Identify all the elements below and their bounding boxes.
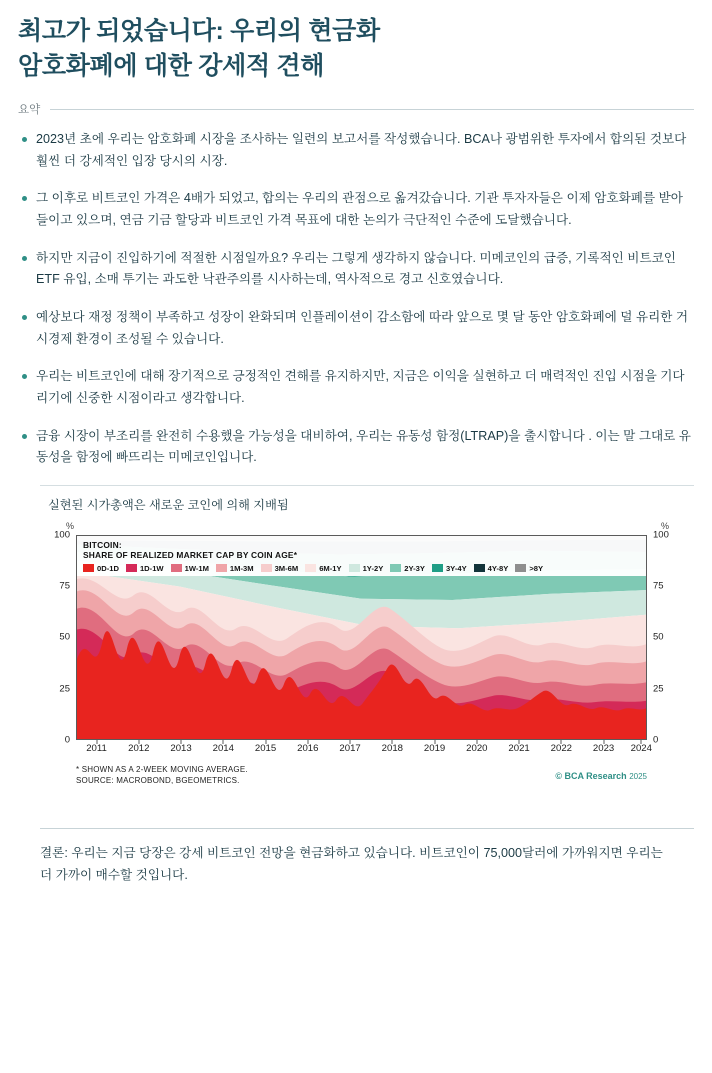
x-tick-label: 2011: [86, 742, 107, 754]
legend-entry: [349, 564, 384, 573]
conclusion-text: 결론: 우리는 지금 당장은 강세 비트코인 전망을 현금화하고 있습니다. 비트코인이 75,000달러에 가까워지면 우리는 더 가까이 매수할 것입니다.: [40, 845, 663, 882]
y-tick-label: 0: [64, 734, 70, 746]
x-tick-label: 2015: [254, 742, 277, 754]
x-tick-label: 2020: [466, 742, 488, 754]
y-tick-label: 75: [653, 580, 664, 592]
y-tick-label: 25: [653, 683, 664, 695]
chart-divider: [40, 485, 694, 486]
x-tick-label: 2013: [170, 742, 192, 754]
legend-swatch-icon: [349, 564, 360, 572]
y-axis-unit-right: %: [660, 520, 669, 531]
y-tick-label: 100: [54, 529, 70, 541]
y-axis-unit-left: %: [66, 520, 75, 531]
chart-legend: [77, 536, 646, 576]
legend-entry: [126, 564, 164, 573]
list-item: 우리는 비트코인에 대해 장기적으로 긍정적인 견해를 유지하지만, 지금은 이익을 실현하고 더 매력적인 진입 시점을 기다리기에 신중한 시점이라고 생각합니다.: [22, 366, 694, 409]
y-axis-right: [649, 529, 673, 746]
chart-container: [40, 496, 672, 806]
legend-swatch-icon: [171, 564, 182, 572]
y-tick-label: 0: [653, 734, 659, 746]
legend-swatch-icon: [216, 564, 227, 572]
y-tick-label: 50: [653, 631, 664, 643]
x-tick-label: 2014: [212, 742, 234, 754]
summary-section-header: [0, 101, 712, 117]
legend-entry: [305, 564, 341, 573]
legend-swatch-icon: [474, 564, 485, 572]
legend-label: 2Y-3Y: [404, 563, 425, 573]
summary-divider: [50, 109, 694, 110]
legend-swatch-icon: [515, 564, 526, 572]
y-axis-left: [40, 529, 74, 746]
chart-footnote-line-1: * SHOWN AS A 2-WEEK MOVING AVERAGE.: [76, 764, 248, 774]
chart-copyright: [555, 771, 647, 781]
legend-label: >8Y: [529, 563, 544, 573]
legend-entry: [432, 564, 467, 573]
page-title-line-2: 암호화폐에 대한 강세적 견해: [18, 51, 325, 80]
list-item: 그 이후로 비트코인 가격은 4배가 되었고, 합의는 우리의 관점으로 옮겨갔습니다. 기관 투자자들은 이제 암호화폐를 받아들이고 있으며, 연금 기금 할당과 비트코인 가격 목표에 대한 논의가 극단적인 수준에 도달했습니다.: [22, 188, 694, 231]
list-item: 2023년 초에 우리는 암호화폐 시장을 조사하는 일련의 보고서를 작성했습니다. BCA나 광범위한 투자에서 합의된 것보다 훨씬 더 강세적인 입장 당시의 시장.: [22, 129, 694, 172]
legend-swatch-icon: [83, 564, 94, 572]
page-title-line-1: 최고가 되었습니다: 우리의 현금화: [18, 17, 380, 45]
legend-swatch-icon: [261, 564, 272, 572]
legend-label: 6M-1Y: [319, 563, 342, 573]
chart-footnote: [76, 764, 248, 787]
legend-entry: [261, 564, 299, 573]
legend-swatch-icon: [126, 564, 137, 572]
x-tick-label: 2012: [128, 742, 150, 754]
x-tick-label: 2017: [339, 742, 361, 754]
chart-footnote-line-2: SOURCE: MACROBOND, BGEOMETRICS.: [76, 776, 240, 786]
y-tick-label: 25: [59, 683, 70, 695]
legend-items: [83, 564, 640, 573]
legend-label: 1W-1M: [184, 563, 209, 573]
x-tick-label: 2024: [630, 742, 652, 754]
x-tick-label: 2022: [550, 742, 573, 754]
x-tick-label: 2019: [423, 742, 446, 754]
legend-label: 3M-6M: [274, 563, 299, 573]
conclusion-divider: [40, 828, 694, 829]
legend-swatch-icon: [390, 564, 401, 572]
chart-copyright-text: © BCA Research: [555, 770, 627, 781]
legend-label: 0D-1D: [97, 563, 119, 573]
y-tick-label: 100: [653, 529, 669, 541]
x-tick-label: 2018: [381, 742, 403, 754]
list-item: 예상보다 재정 정책이 부족하고 성장이 완화되며 인플레이션이 감소함에 따라 앞으로 몇 달 동안 암호화폐에 덜 유리한 거시경제 환경이 조성될 수 있습니다.: [22, 307, 694, 350]
summary-bullet-list: [0, 117, 712, 469]
chart-copyright-year: 2025: [629, 771, 647, 781]
y-tick-label: 50: [59, 631, 70, 643]
x-tick-label: 2021: [508, 742, 530, 754]
chart-plot-area: [76, 535, 647, 740]
x-tick-label: 2016: [297, 742, 319, 754]
legend-swatch-icon: [305, 564, 316, 572]
legend-entry: [474, 564, 509, 573]
title-block: [0, 0, 712, 83]
list-item: 금융 시장이 부조리를 완전히 수용했을 가능성을 대비하여, 우리는 유동성 함정(LTRAP)을 출시합니다 . 이는 말 그대로 유동성을 함정에 빠뜨리는 미메코인입니다.: [22, 426, 694, 469]
list-item: 하지만 지금이 진입하기에 적절한 시점일까요? 우리는 그렇게 생각하지 않습니다. 미메코인의 급증, 기록적인 비트코인 ETF 유입, 소매 투기는 과도한 낙관주의를 시사하는데, 역사적으로 경고 신호였습니다.: [22, 248, 694, 291]
legend-label: 4Y-8Y: [487, 563, 509, 573]
realized-market-cap-chart: [40, 521, 673, 806]
legend-label: 1M-3M: [229, 563, 254, 573]
legend-entry: [171, 564, 209, 573]
x-tick-label: 2023: [592, 742, 615, 754]
legend-entry: [83, 564, 119, 573]
summary-label: 요약: [18, 104, 41, 116]
chart-title-line-1: BITCOIN:: [83, 539, 122, 550]
legend-label: 3Y-4Y: [445, 563, 467, 573]
legend-label: 1Y-2Y: [362, 563, 384, 573]
legend-entry: [216, 564, 254, 573]
legend-entry: [390, 564, 425, 573]
legend-swatch-icon: [432, 564, 443, 572]
chart-caption: 실현된 시가총액은 새로운 코인에 의해 지배됨: [48, 497, 289, 512]
chart-title-line-2: SHARE OF REALIZED MARKET CAP BY COIN AGE*: [83, 550, 298, 561]
x-axis: [76, 742, 652, 759]
y-tick-label: 75: [59, 580, 70, 592]
legend-label: 1D-1W: [139, 563, 164, 573]
legend-entry: [515, 564, 543, 573]
